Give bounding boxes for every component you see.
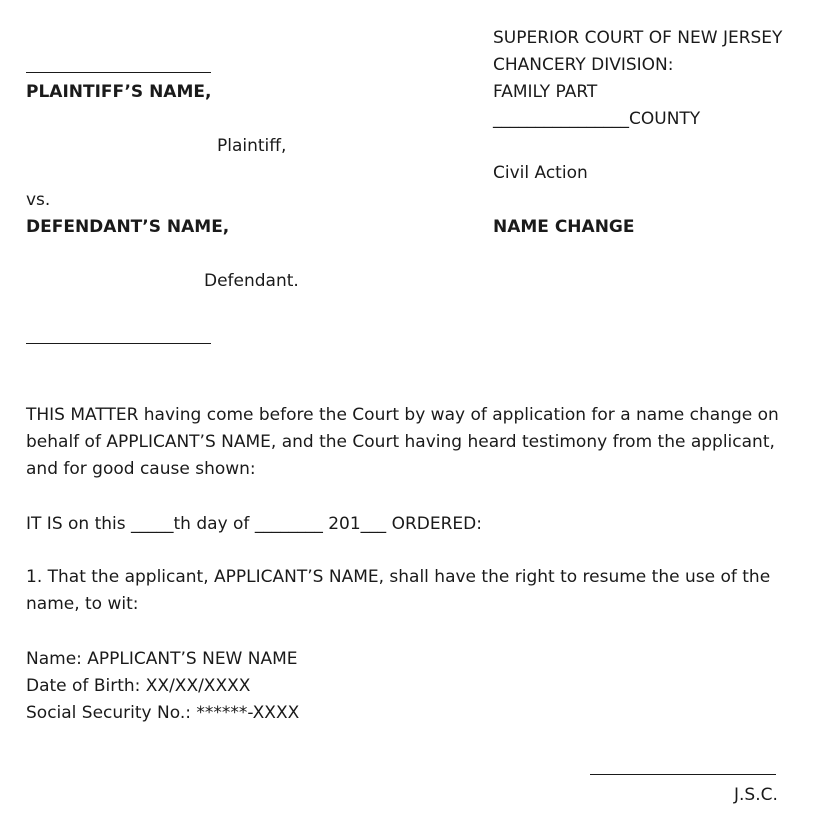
plaintiff-role: Plaintiff,: [217, 136, 287, 156]
recital-paragraph: THIS MATTER having come before the Court by way of application for a name change on behalf of APPLICANT’S NAME, and the Court having heard testimony from the applicant, and for good cause shown:: [26, 405, 779, 479]
plaintiff-name: PLAINTIFF’S NAME,: [26, 82, 212, 102]
ordered-line: IT IS on this _____th day of ________ 201___ ORDERED:: [26, 514, 482, 534]
court-name-line2: CHANCERY DIVISION:: [493, 55, 674, 75]
defendant-role: Defendant.: [204, 271, 299, 291]
order-item-1: 1. That the applicant, APPLICANT’S NAME, shall have the right to resume the use of the name, to wit:: [26, 567, 771, 614]
case-type-label: NAME CHANGE: [493, 217, 635, 237]
court-name-line1: SUPERIOR COURT OF NEW JERSEY: [493, 28, 783, 48]
caption-bottom-underline: [26, 343, 211, 344]
plaintiff-name-underline: [26, 72, 211, 73]
defendant-name: DEFENDANT’S NAME,: [26, 217, 230, 237]
signature-title: J.S.C.: [734, 785, 778, 805]
county-field: ________________COUNTY: [493, 109, 701, 129]
date-of-birth-line: Date of Birth: XX/XX/XXXX: [26, 676, 251, 696]
signature-line: [590, 774, 776, 775]
court-name-line3: FAMILY PART: [493, 82, 598, 102]
new-name-line: Name: APPLICANT’S NEW NAME: [26, 649, 298, 669]
civil-action-label: Civil Action: [493, 163, 588, 183]
social-security-line: Social Security No.: ******-XXXX: [26, 703, 300, 723]
versus-label: vs.: [26, 190, 51, 210]
